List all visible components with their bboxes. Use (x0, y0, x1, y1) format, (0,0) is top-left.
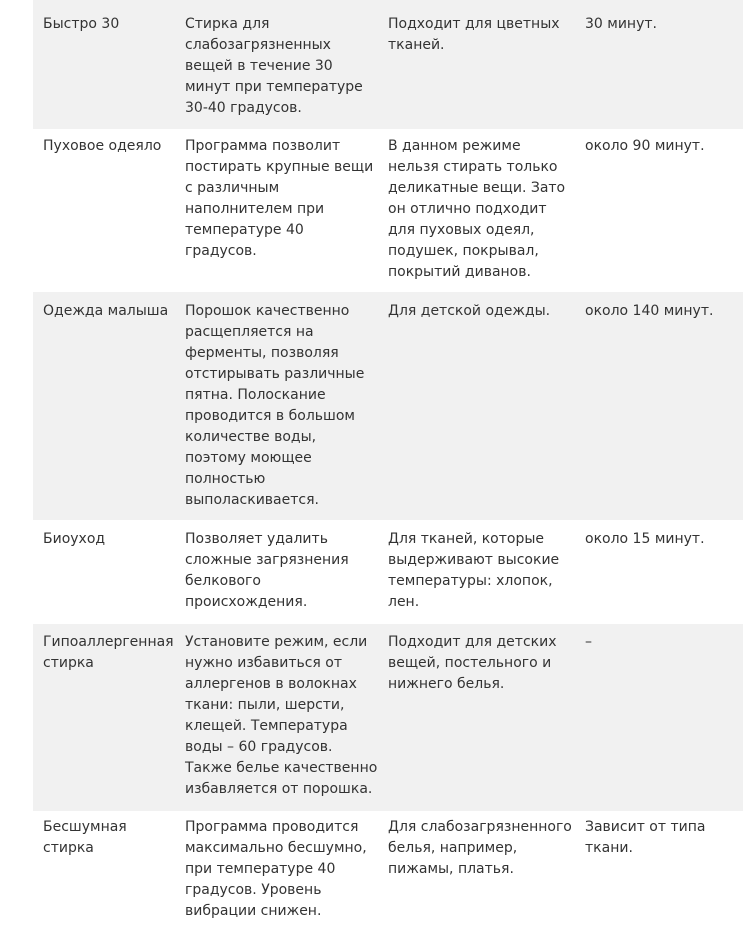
duration-cell: 30 минут. (575, 0, 743, 129)
washing-modes-table (33, 0, 743, 928)
suitable-cell: Для детской одежды. (378, 292, 575, 520)
table-row (33, 0, 743, 129)
duration-cell: – (575, 624, 743, 811)
mode-cell: Гипоаллергенная стирка (33, 624, 175, 811)
duration-cell: около 90 минут. (575, 129, 743, 292)
description-cell: Порошок качественно расщепляется на ферменты, позволяя отстирывать различные пятна. Полоскание проводится в большом количестве воды, поэтому моющее полностью выполаскивается. (175, 292, 378, 520)
mode-cell: Бесшумная стирка (33, 811, 175, 928)
duration-cell: около 15 минут. (575, 520, 743, 624)
mode-cell: Быстро 30 (33, 0, 175, 129)
suitable-cell: В данном режиме нельзя стирать только деликатные вещи. Зато он отлично подходит для пуховых одеял, подушек, покрывал, покрытий диванов. (378, 129, 575, 292)
mode-cell: Биоуход (33, 520, 175, 624)
table-row (33, 129, 743, 292)
duration-cell: Зависит от типа ткани. (575, 811, 743, 928)
table-row (33, 292, 743, 520)
mode-cell: Одежда малыша (33, 292, 175, 520)
table-row (33, 624, 743, 811)
mode-cell: Пуховое одеяло (33, 129, 175, 292)
table-row (33, 520, 743, 624)
suitable-cell: Подходит для цветных тканей. (378, 0, 575, 129)
description-cell: Позволяет удалить сложные загрязнения белкового происхождения. (175, 520, 378, 624)
description-cell: Программа позволит постирать крупные вещи с различным наполнителем при температуре 40 градусов. (175, 129, 378, 292)
suitable-cell: Для тканей, которые выдерживают высокие температуры: хлопок, лен. (378, 520, 575, 624)
table-row (33, 811, 743, 928)
description-cell: Стирка для слабозагрязненных вещей в течение 30 минут при температуре 30-40 градусов. (175, 0, 378, 129)
duration-cell: около 140 минут. (575, 292, 743, 520)
description-cell: Программа проводится максимально бесшумно, при температуре 40 градусов. Уровень вибрации снижен. (175, 811, 378, 928)
description-cell: Установите режим, если нужно избавиться от аллергенов в волокнах ткани: пыли, шерсти, клещей. Температура воды – 60 градусов. Также белье качественно избавляется от порошка. (175, 624, 378, 811)
suitable-cell: Подходит для детских вещей, постельного и нижнего белья. (378, 624, 575, 811)
suitable-cell: Для слабозагрязненного белья, например, пижамы, платья. (378, 811, 575, 928)
